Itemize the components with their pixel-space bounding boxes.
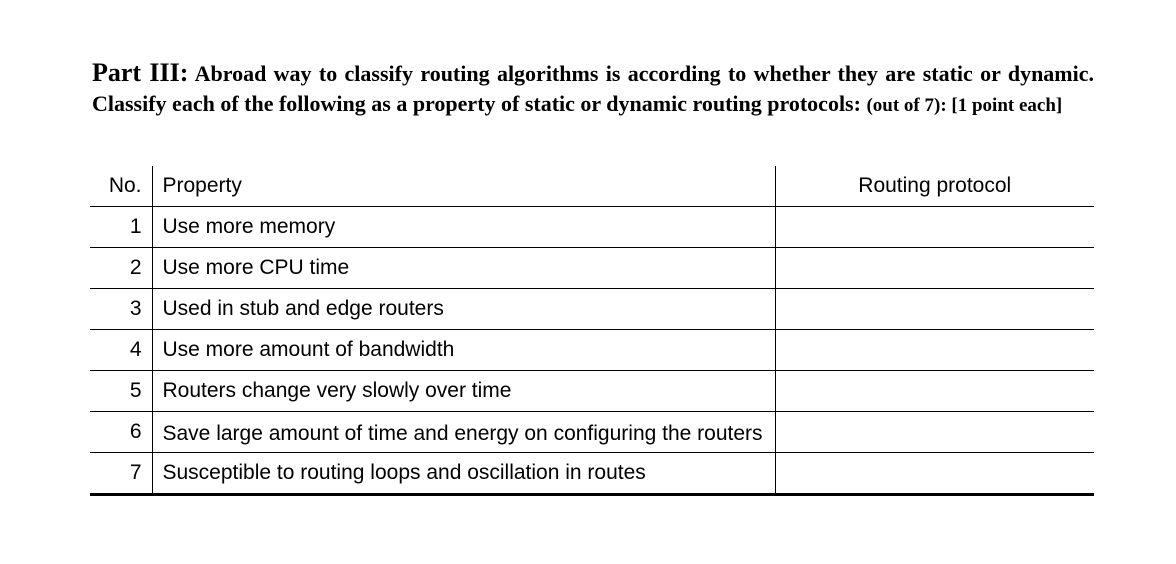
row-number: 1 bbox=[90, 207, 152, 248]
row-property: Use more CPU time bbox=[152, 248, 775, 289]
row-property: Use more amount of bandwidth bbox=[152, 330, 775, 371]
row-number: 5 bbox=[90, 371, 152, 412]
table-row bbox=[90, 207, 1094, 248]
row-property: Routers change very slowly over time bbox=[152, 371, 775, 412]
table-row bbox=[90, 453, 1094, 495]
row-routing-protocol-answer[interactable] bbox=[775, 207, 1094, 248]
row-number: 7 bbox=[90, 453, 152, 495]
table-row bbox=[90, 371, 1094, 412]
table-row bbox=[90, 330, 1094, 371]
row-number: 3 bbox=[90, 289, 152, 330]
row-routing-protocol-answer[interactable] bbox=[775, 289, 1094, 330]
table-row bbox=[90, 412, 1094, 453]
row-property: Susceptible to routing loops and oscillation in routes bbox=[152, 453, 775, 495]
row-routing-protocol-answer[interactable] bbox=[775, 371, 1094, 412]
row-property: Save large amount of time and energy on configuring the routers bbox=[152, 412, 775, 453]
question-heading bbox=[92, 58, 1094, 121]
table-row bbox=[90, 248, 1094, 289]
property-table bbox=[90, 166, 1094, 496]
points-note: (out of 7): [1 point each] bbox=[866, 95, 1063, 116]
table-header-row bbox=[90, 166, 1094, 207]
row-routing-protocol-answer[interactable] bbox=[775, 330, 1094, 371]
column-header-property: Property bbox=[152, 166, 775, 207]
row-number: 4 bbox=[90, 330, 152, 371]
row-property: Use more memory bbox=[152, 207, 775, 248]
row-property: Used in stub and edge routers bbox=[152, 289, 775, 330]
row-number: 2 bbox=[90, 248, 152, 289]
column-header-routing-protocol: Routing protocol bbox=[858, 174, 1012, 197]
column-header-no: No. bbox=[90, 166, 152, 207]
row-routing-protocol-answer[interactable] bbox=[775, 412, 1094, 453]
row-number: 6 bbox=[90, 412, 152, 453]
part-label: Part III: bbox=[92, 58, 189, 87]
question-text: Abroad way to classify routing algorithms is according to whether they are static or dynamic. Classify each of the following as a property of static or dynamic routing protocols: bbox=[92, 61, 1095, 116]
row-routing-protocol-answer[interactable] bbox=[775, 248, 1094, 289]
table-row bbox=[90, 289, 1094, 330]
row-routing-protocol-answer[interactable] bbox=[775, 453, 1094, 495]
